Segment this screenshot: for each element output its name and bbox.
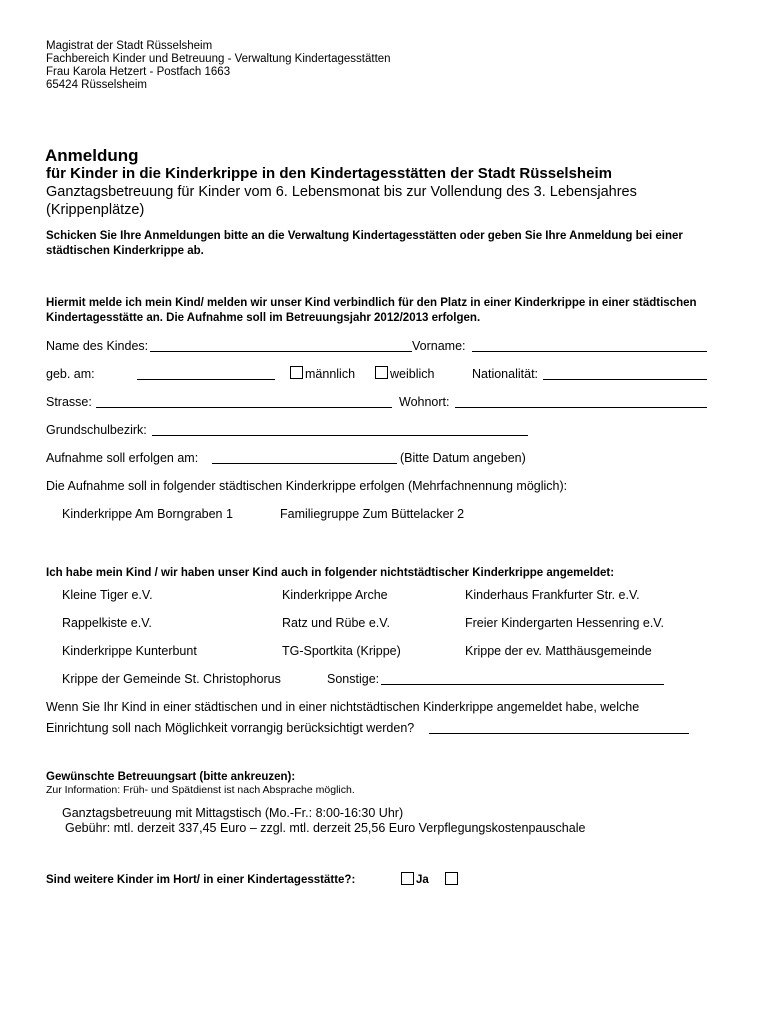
address-line-3: Frau Karola Hetzert - Postfach 1663 bbox=[46, 66, 231, 78]
address-line-1: Magistrat der Stadt Rüsselsheim bbox=[46, 40, 213, 52]
option-st-christophorus[interactable]: Krippe der Gemeinde St. Christophorus bbox=[62, 672, 281, 686]
option-matthaeusgemeinde[interactable]: Krippe der ev. Matthäusgemeinde bbox=[465, 644, 652, 658]
vorname-label: Vorname: bbox=[412, 339, 466, 353]
wohnort-field[interactable] bbox=[455, 407, 707, 408]
address-line-4: 65424 Rüsselsheim bbox=[46, 79, 148, 91]
betreuung-fee: Gebühr: mtl. derzeit 337,45 Euro – zzgl. mtl. derzeit 25,56 Euro Verpflegungskostenpauschale bbox=[65, 821, 586, 835]
ja-label: Ja bbox=[416, 874, 429, 886]
betreuung-heading: Gewünschte Betreuungsart (bitte ankreuzen): bbox=[46, 771, 296, 783]
option-kleine-tiger[interactable]: Kleine Tiger e.V. bbox=[62, 588, 153, 602]
aufnahme-date-field[interactable] bbox=[212, 463, 397, 464]
option-kinderkrippe-arche[interactable]: Kinderkrippe Arche bbox=[282, 588, 388, 602]
ja-checkbox[interactable] bbox=[401, 872, 414, 885]
priority-question-line-2: Einrichtung soll nach Möglichkeit vorrangig berücksichtigt werden? bbox=[46, 721, 415, 735]
nationalitaet-field[interactable] bbox=[543, 379, 707, 380]
weitere-kinder-question: Sind weitere Kinder im Hort/ in einer Kindertagesstätte?: bbox=[46, 874, 356, 886]
nationalitaet-label: Nationalität: bbox=[472, 367, 539, 381]
strasse-label: Strasse: bbox=[46, 395, 92, 409]
aufnahme-hint: (Bitte Datum angeben) bbox=[400, 451, 526, 465]
form-subtitle: für Kinder in die Kinderkrippe in den Kindertagesstätten der Stadt Rüsselsheim bbox=[46, 165, 612, 182]
weiblich-label: weiblich bbox=[390, 367, 435, 381]
form-title: Anmeldung bbox=[45, 146, 139, 165]
strasse-field[interactable] bbox=[96, 407, 392, 408]
option-kinderhaus-frankfurter[interactable]: Kinderhaus Frankfurter Str. e.V. bbox=[465, 588, 640, 602]
staedtisch-option-1[interactable]: Kinderkrippe Am Borngraben 1 bbox=[62, 507, 233, 521]
option-kunterbunt[interactable]: Kinderkrippe Kunterbunt bbox=[62, 644, 197, 658]
maennlich-label: männlich bbox=[305, 367, 356, 381]
sonstige-label: Sonstige: bbox=[327, 672, 380, 686]
name-label: Name des Kindes: bbox=[46, 339, 149, 353]
option-tg-sportkita[interactable]: TG-Sportkita (Krippe) bbox=[282, 644, 401, 658]
declaration-text: Hiermit melde ich mein Kind/ melden wir unser Kind verbindlich für den Platz in einer Kinderkrippe in einer städtischen Kindertagesstätte an. Die Aufnahme soll im Betreuungsjahr 2012/2013 erfolgen. bbox=[46, 297, 697, 324]
staedtisch-option-2[interactable]: Familiegruppe Zum Büttelacker 2 bbox=[280, 507, 465, 521]
name-field[interactable] bbox=[150, 351, 412, 352]
aufnahme-label: Aufnahme soll erfolgen am: bbox=[46, 451, 199, 465]
geb-label: geb. am: bbox=[46, 367, 95, 381]
priority-field[interactable] bbox=[429, 733, 689, 734]
nichtstaedtisch-heading: Ich habe mein Kind / wir haben unser Kind auch in folgender nichtstädtischer Kinderkrippe angemeldet: bbox=[46, 567, 615, 579]
priority-question-line-1: Wenn Sie Ihr Kind in einer städtischen und in einer nichtstädtischen Kinderkrippe angemeldet habe, welche bbox=[46, 700, 640, 714]
wohnort-label: Wohnort: bbox=[399, 395, 450, 409]
geb-field[interactable] bbox=[137, 379, 275, 380]
option-freier-kindergarten[interactable]: Freier Kindergarten Hessenring e.V. bbox=[465, 616, 664, 630]
option-rappelkiste[interactable]: Rappelkiste e.V. bbox=[62, 616, 152, 630]
grundschul-label: Grundschulbezirk: bbox=[46, 423, 147, 437]
weiblich-checkbox[interactable] bbox=[375, 366, 388, 379]
instruction-text: Schicken Sie Ihre Anmeldungen bitte an die Verwaltung Kindertagesstätten oder geben Sie Ihre Anmeldung bei einer städtischen Kinderkrippe ab. bbox=[46, 230, 683, 257]
address-line-2: Fachbereich Kinder und Betreuung - Verwaltung Kindertagesstätten bbox=[46, 53, 391, 65]
maennlich-checkbox[interactable] bbox=[290, 366, 303, 379]
vorname-field[interactable] bbox=[472, 351, 707, 352]
staedtisch-intro: Die Aufnahme soll in folgender städtischen Kinderkrippe erfolgen (Mehrfachnennung möglich): bbox=[46, 479, 568, 493]
form-description: Ganztagsbetreuung für Kinder vom 6. Lebensmonat bis zur Vollendung des 3. Lebensjahres (Krippenplätze) bbox=[46, 184, 637, 218]
betreuung-option[interactable]: Ganztagsbetreuung mit Mittagstisch (Mo.-Fr.: 8:00-16:30 Uhr) bbox=[62, 806, 404, 820]
nein-checkbox[interactable] bbox=[445, 872, 458, 885]
betreuung-info: Zur Information: Früh- und Spätdienst ist nach Absprache möglich. bbox=[46, 784, 355, 796]
grundschul-field[interactable] bbox=[152, 435, 528, 436]
option-ratz-und-ruebe[interactable]: Ratz und Rübe e.V. bbox=[282, 616, 390, 630]
sonstige-field[interactable] bbox=[381, 684, 664, 685]
